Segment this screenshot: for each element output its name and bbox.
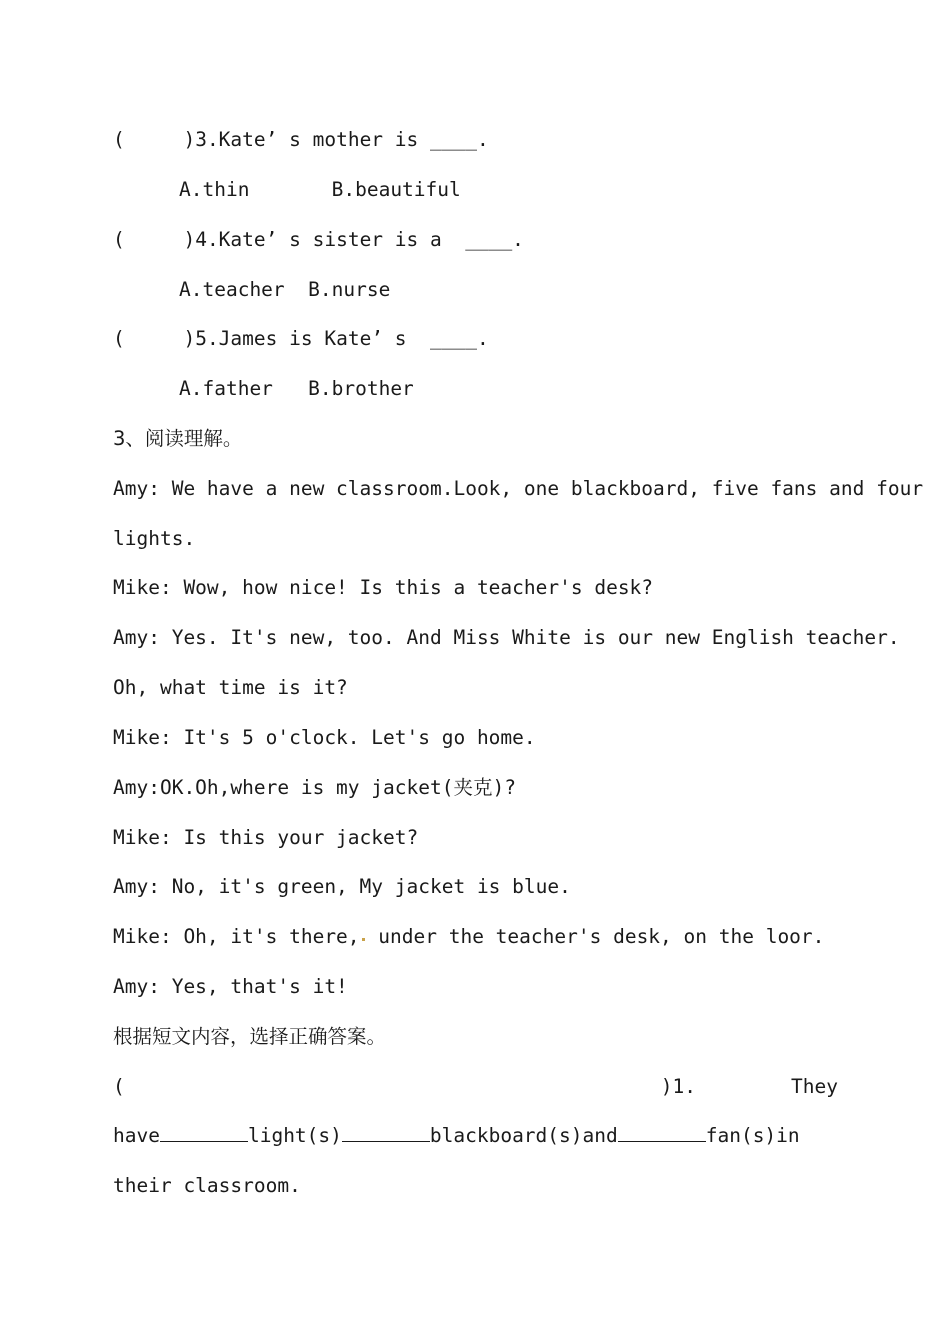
dialogue-line <box>113 924 838 950</box>
question-5-options: A.father B.brother <box>179 377 414 400</box>
question-word: blackboard(s)and <box>429 1124 618 1147</box>
answer-paren-close: ) <box>183 128 196 151</box>
dialogue-line: lights. <box>113 527 196 550</box>
question-3 <box>113 127 838 153</box>
question-word: light(s) <box>247 1124 342 1147</box>
dialogue-line: Mike: It's 5 o'clock. Let's go home. <box>113 726 536 749</box>
answer-paren-open: ( <box>113 128 125 151</box>
question-4-options: A.teacher B.nurse <box>179 278 391 301</box>
question-number-group <box>661 1074 838 1100</box>
question-5 <box>113 326 838 352</box>
reading-question-1 <box>113 1074 838 1100</box>
answer-paren-close: ) <box>183 228 196 251</box>
reading-question-1-cont <box>113 1123 838 1149</box>
answer-paren-open: ( <box>113 1075 125 1098</box>
question-4 <box>113 227 838 253</box>
dialogue-line: Amy: Yes, that's it! <box>113 975 348 998</box>
answer-paren-close: ) <box>183 327 196 350</box>
question-word: have <box>113 1124 160 1147</box>
question-text: 3.Kate’ s mother is ____. <box>195 128 489 151</box>
question-3-options: A.thin B.beautiful <box>179 178 461 201</box>
dialogue-text: Mike: Oh, it's there, <box>113 925 360 948</box>
fill-blank[interactable] <box>618 1123 706 1142</box>
reading-question-1-tail: their classroom. <box>113 1174 301 1197</box>
dialogue-line: Mike: Is this your jacket? <box>113 826 419 849</box>
instruction-text: 根据短文内容，选择正确答案。 <box>113 1025 387 1048</box>
dialogue-line: Amy:OK.Oh,where is my jacket(夹克)? <box>113 776 516 799</box>
dialogue-line: Amy: Yes. It's new, too. And Miss White is our new English teacher. <box>113 626 900 649</box>
question-text: 4.Kate’ s sister is a ____. <box>195 228 524 251</box>
fill-blank[interactable] <box>342 1123 430 1142</box>
answer-paren-open: ( <box>113 228 125 251</box>
dialogue-line: Amy: No, it's green, My jacket is blue. <box>113 875 571 898</box>
question-word: fan(s)in <box>705 1124 800 1147</box>
dialogue-line: Amy: We have a new classroom.Look, one blackboard, five fans and four <box>113 477 924 500</box>
answer-paren-open: ( <box>113 327 125 350</box>
dot-mark <box>362 938 365 941</box>
dialogue-text: under the teacher's desk, on the loor. <box>366 925 825 948</box>
dialogue-line: Mike: Wow, how nice! Is this a teacher's desk? <box>113 576 654 599</box>
section-heading: 3、阅读理解。 <box>113 427 243 450</box>
fill-blank[interactable] <box>160 1123 248 1142</box>
dialogue-line: Oh, what time is it? <box>113 676 348 699</box>
answer-paren-close: )1. <box>660 1075 697 1098</box>
question-text: 5.James is Kate’ s ____. <box>195 327 489 350</box>
question-word: They <box>791 1075 838 1098</box>
